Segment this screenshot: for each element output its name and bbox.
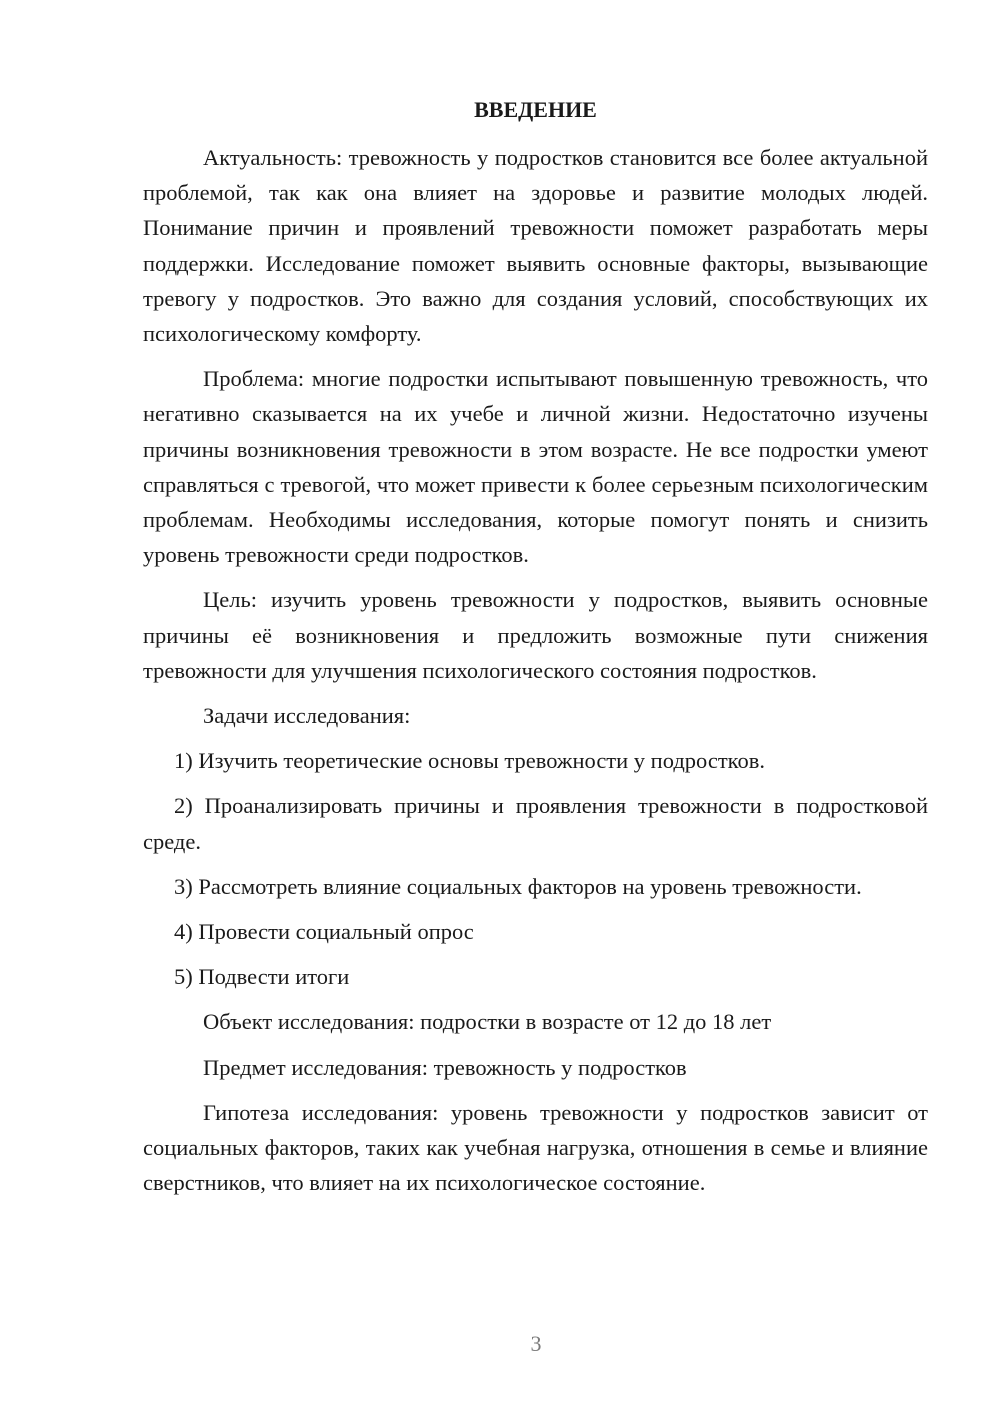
tasks-title: Задачи исследования: <box>203 703 411 729</box>
relevance-paragraph: Актуальность: тревожность у подростков становится все более актуальной проблемой, так как она влияет на здоровье и развитие молодых людей. Понимание причин и проявлений тревожности поможет разработать меры поддержки. Исследование поможет выявить основные факторы, вызывающие тревогу у подростков. Это важно для создания условий, способствующих их психологическому комфорту. <box>143 145 928 347</box>
section-heading: ВВЕДЕНИЕ <box>474 97 597 122</box>
object-paragraph: Объект исследования: подростки в возрасте от 12 до 18 лет <box>203 1009 772 1035</box>
task-item-5: 5) Подвести итоги <box>174 964 350 990</box>
task-item-2: 2) Проанализировать причины и проявления тревожности в подростковой среде. <box>143 793 928 854</box>
problem-paragraph: Проблема: многие подростки испытывают повышенную тревожность, что негативно сказывается на их учебе и личной жизни. Недостаточно изучены причины возникновения тревожности в этом возрасте. Не все подростки умеют справляться с тревогой, что может привести к более серьезным психологическим проблемам. Необходимы исследования, которые помогут понять и снизить уровень тревожности среди подростков. <box>143 366 928 568</box>
task-item-4: 4) Провести социальный опрос <box>174 919 474 945</box>
task-item-1: 1) Изучить теоретические основы тревожности у подростков. <box>174 748 765 774</box>
goal-paragraph: Цель: изучить уровень тревожности у подростков, выявить основные причины её возникновения и предложить возможные пути снижения тревожности для улучшения психологического состояния подростков. <box>143 587 928 683</box>
task-item-3: 3) Рассмотреть влияние социальных факторов на уровень тревожности. <box>174 873 862 899</box>
hypothesis-paragraph: Гипотеза исследования: уровень тревожности у подростков зависит от социальных факторов, таких как учебная нагрузка, отношения в семье и влияние сверстников, что влияет на их психологическое состояние. <box>143 1099 928 1196</box>
document-page <box>143 92 928 1210</box>
page-number: 3 <box>530 1331 542 1356</box>
subject-paragraph: Предмет исследования: тревожность у подростков <box>203 1054 687 1080</box>
